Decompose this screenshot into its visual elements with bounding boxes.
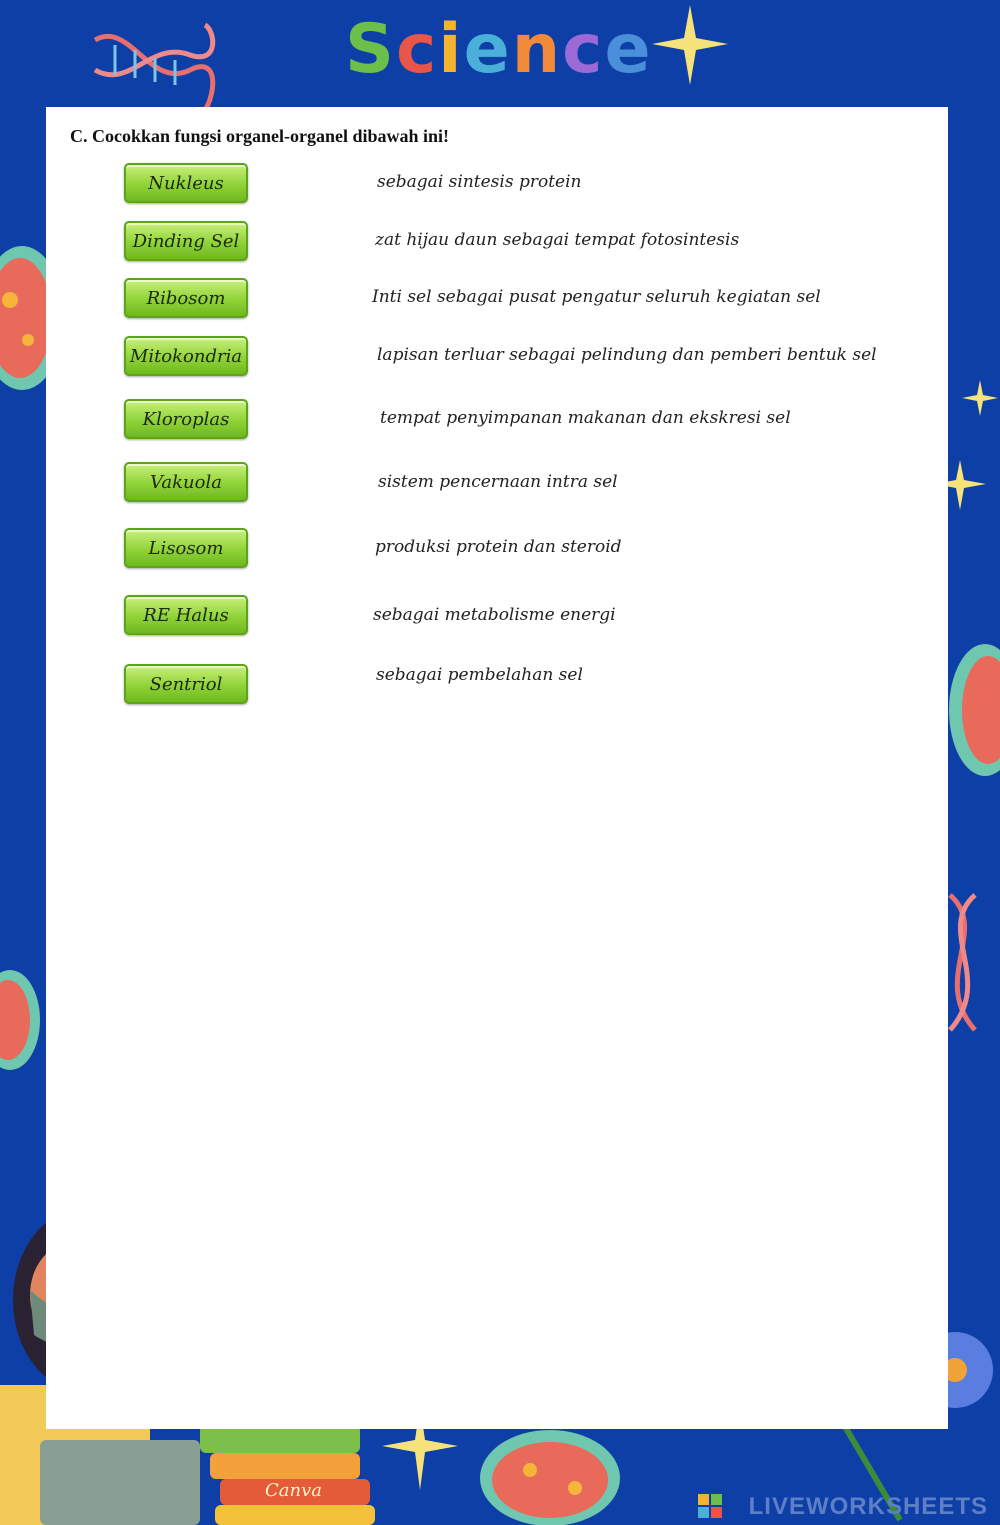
science-logo [345, 10, 653, 89]
logo-letter: n [511, 10, 563, 89]
organelle-button-re-halus[interactable]: RE Halus [124, 595, 248, 635]
organelle-button-kloroplas[interactable]: Kloroplas [124, 399, 248, 439]
function-target-2[interactable]: zat hijau daun sebagai tempat fotosintesis [375, 230, 740, 250]
bacteria-icon [480, 1430, 620, 1525]
organelle-button-lisosom[interactable]: Lisosom [124, 528, 248, 568]
liveworksheets-brand[interactable]: LIVEWORKSHEETS [748, 1493, 988, 1520]
liveworksheets-logo-icon [698, 1494, 722, 1518]
logo-letter: c [395, 10, 439, 89]
function-target-8[interactable]: sebagai metabolisme energi [373, 605, 616, 625]
organelle-button-nukleus[interactable]: Nukleus [124, 163, 248, 203]
bacteria-icon [0, 970, 40, 1070]
organelle-button-vakuola[interactable]: Vakuola [124, 462, 248, 502]
function-target-3[interactable]: Inti sel sebagai pusat pengatur seluruh kegiatan sel [372, 287, 821, 307]
logo-letter: e [604, 10, 653, 89]
instruction-text: C. Cocokkan fungsi organel-organel dibawah ini! [70, 126, 450, 146]
function-target-6[interactable]: sistem pencernaan intra sel [378, 472, 618, 492]
dna-helix-icon [950, 895, 975, 1030]
bacteria-icon [949, 644, 1000, 776]
function-target-1[interactable]: sebagai sintesis protein [377, 172, 582, 192]
logo-letter: c [562, 10, 605, 89]
logo-letter: e [463, 10, 512, 89]
dna-helix-icon [95, 25, 213, 110]
function-target-9[interactable]: sebagai pembelahan sel [376, 665, 583, 685]
organelle-button-mitokondria[interactable]: Mitokondria [124, 336, 248, 376]
books-icon [200, 1425, 375, 1525]
function-target-4[interactable]: lapisan terluar sebagai pelindung dan pemberi bentuk sel [377, 345, 877, 365]
function-target-7[interactable]: produksi protein dan steroid [375, 537, 622, 557]
canva-watermark: Canva [265, 1480, 322, 1501]
function-target-5[interactable]: tempat penyimpanan makanan dan ekskresi sel [380, 408, 791, 428]
organelle-button-sentriol[interactable]: Sentriol [124, 664, 248, 704]
organelle-button-dinding-sel[interactable]: Dinding Sel [124, 221, 248, 261]
logo-letter: i [438, 10, 464, 89]
logo-letter: S [345, 10, 396, 89]
organelle-button-ribosom[interactable]: Ribosom [124, 278, 248, 318]
